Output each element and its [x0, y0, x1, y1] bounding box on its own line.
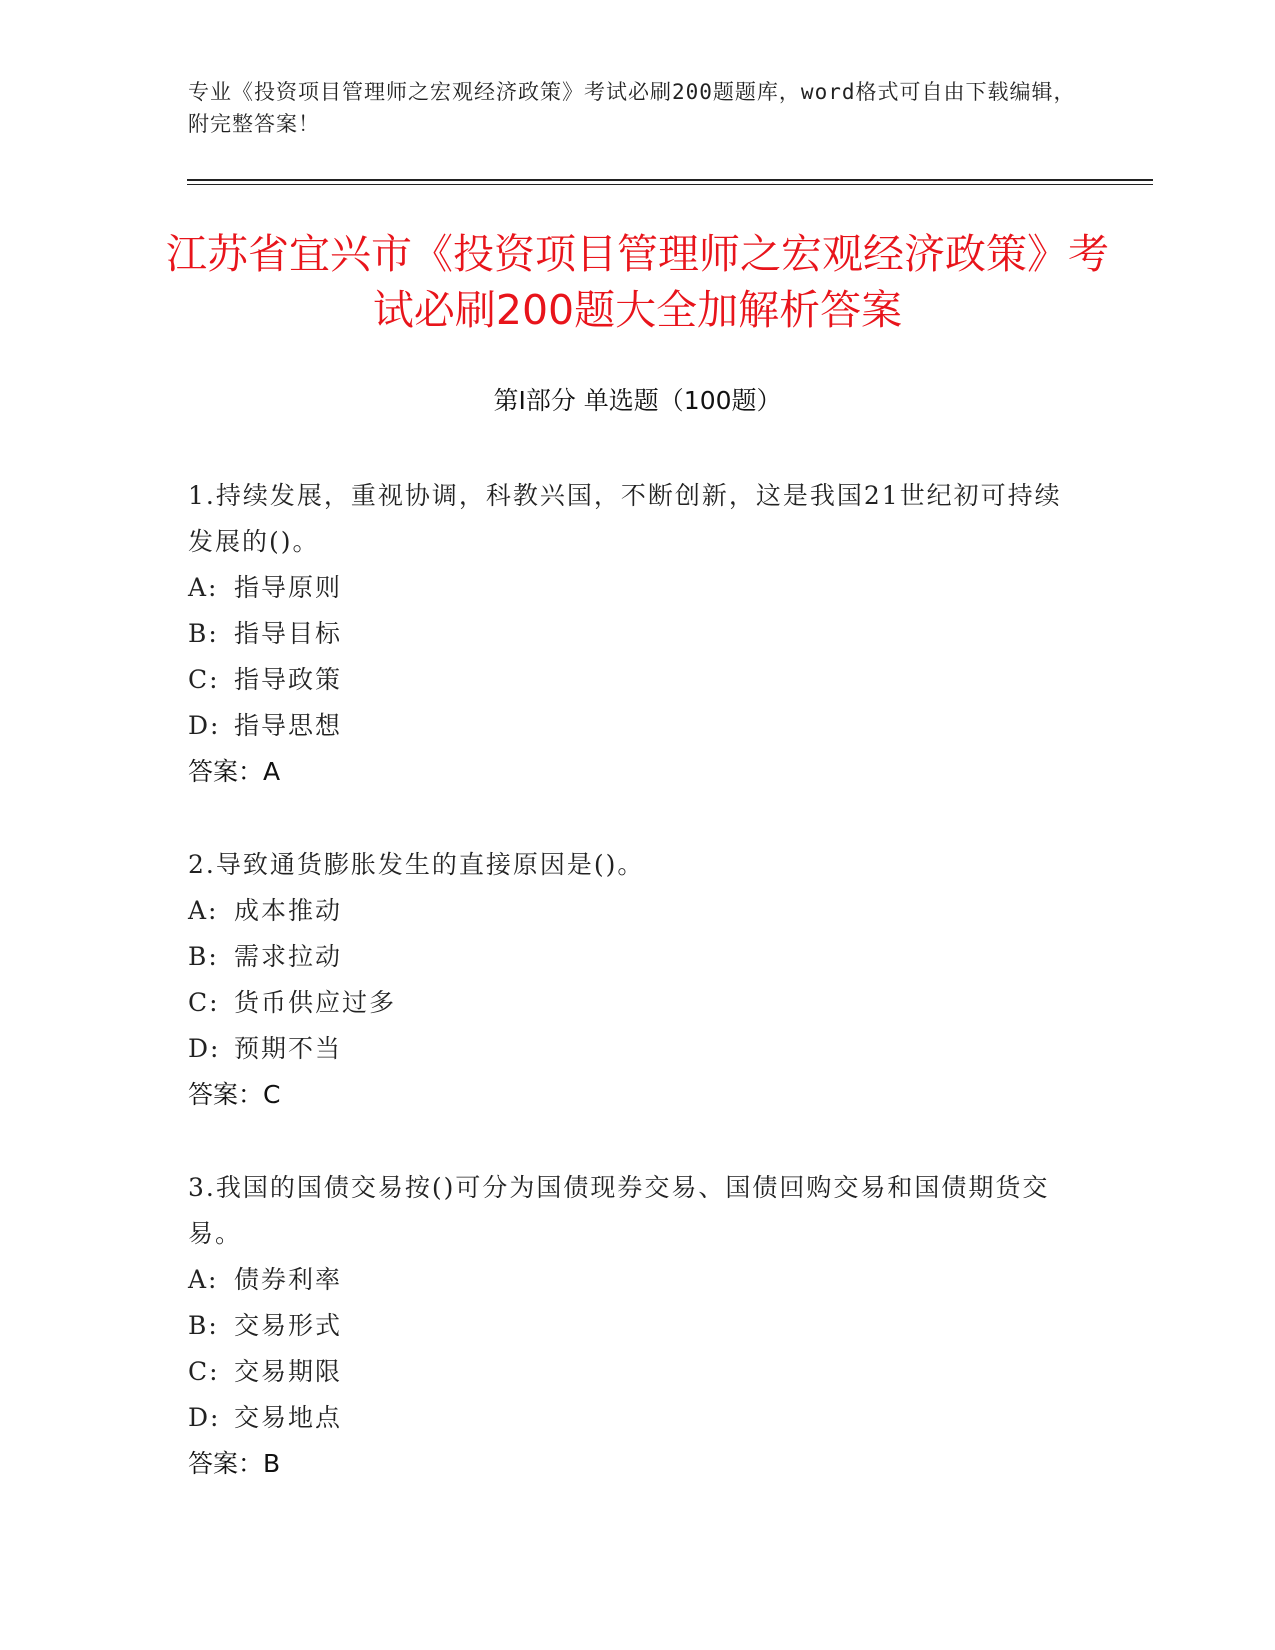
option-key: C:	[188, 665, 220, 694]
option-key: A:	[188, 573, 219, 602]
option-text: 交易期限	[234, 1357, 343, 1386]
question-list	[188, 473, 1068, 1534]
option-key: D:	[188, 1403, 221, 1432]
option-text: 成本推动	[234, 896, 343, 925]
option-key: A:	[188, 896, 219, 925]
option-key: A:	[188, 1265, 219, 1294]
option-d	[188, 1026, 1068, 1072]
header-note: 专业《投资项目管理师之宏观经济政策》考试必刷200题题库，word格式可自由下载编辑，附完整答案！	[188, 80, 1076, 136]
option-d	[188, 1395, 1068, 1441]
document-title: 江苏省宜兴市《投资项目管理师之宏观经济政策》考试必刷200题大全加解析答案	[166, 230, 1109, 334]
option-a	[188, 1257, 1068, 1303]
option-key: D:	[188, 1034, 221, 1063]
header-divider-thick	[187, 179, 1153, 181]
question-stem: 2.导致通货膨胀发生的直接原因是()。	[188, 850, 645, 879]
option-text: 指导思想	[234, 711, 343, 740]
option-b	[188, 934, 1068, 980]
option-text: 预期不当	[234, 1034, 343, 1063]
answer-line: 答案：A	[188, 757, 281, 786]
section-title: 第I部分 单选题（100题）	[493, 386, 782, 415]
option-a	[188, 888, 1068, 934]
option-key: C:	[188, 1357, 220, 1386]
option-c	[188, 980, 1068, 1026]
option-b	[188, 1303, 1068, 1349]
option-key: B:	[188, 942, 219, 971]
question-item	[188, 473, 1068, 795]
answer-line: 答案：C	[188, 1080, 281, 1109]
option-text: 交易地点	[234, 1403, 343, 1432]
option-c	[188, 657, 1068, 703]
option-a	[188, 565, 1068, 611]
question-stem: 1.持续发展，重视协调，科教兴国，不断创新，这是我国21世纪初可持续发展的()。	[188, 481, 1062, 556]
question-item	[188, 1165, 1068, 1487]
header-divider-thin	[187, 184, 1153, 185]
option-key: B:	[188, 619, 219, 648]
option-text: 指导政策	[234, 665, 343, 694]
answer-line: 答案：B	[188, 1449, 281, 1478]
option-key: D:	[188, 711, 221, 740]
option-text: 需求拉动	[234, 942, 343, 971]
question-item	[188, 842, 1068, 1118]
option-text: 指导原则	[234, 573, 343, 602]
option-text: 货币供应过多	[234, 988, 397, 1017]
option-d	[188, 703, 1068, 749]
option-b	[188, 611, 1068, 657]
option-key: C:	[188, 988, 220, 1017]
option-key: B:	[188, 1311, 219, 1340]
option-text: 债券利率	[234, 1265, 343, 1294]
option-text: 指导目标	[234, 619, 343, 648]
option-text: 交易形式	[234, 1311, 343, 1340]
option-c	[188, 1349, 1068, 1395]
question-stem: 3.我国的国债交易按()可分为国债现券交易、国债回购交易和国债期货交易。	[188, 1173, 1050, 1248]
